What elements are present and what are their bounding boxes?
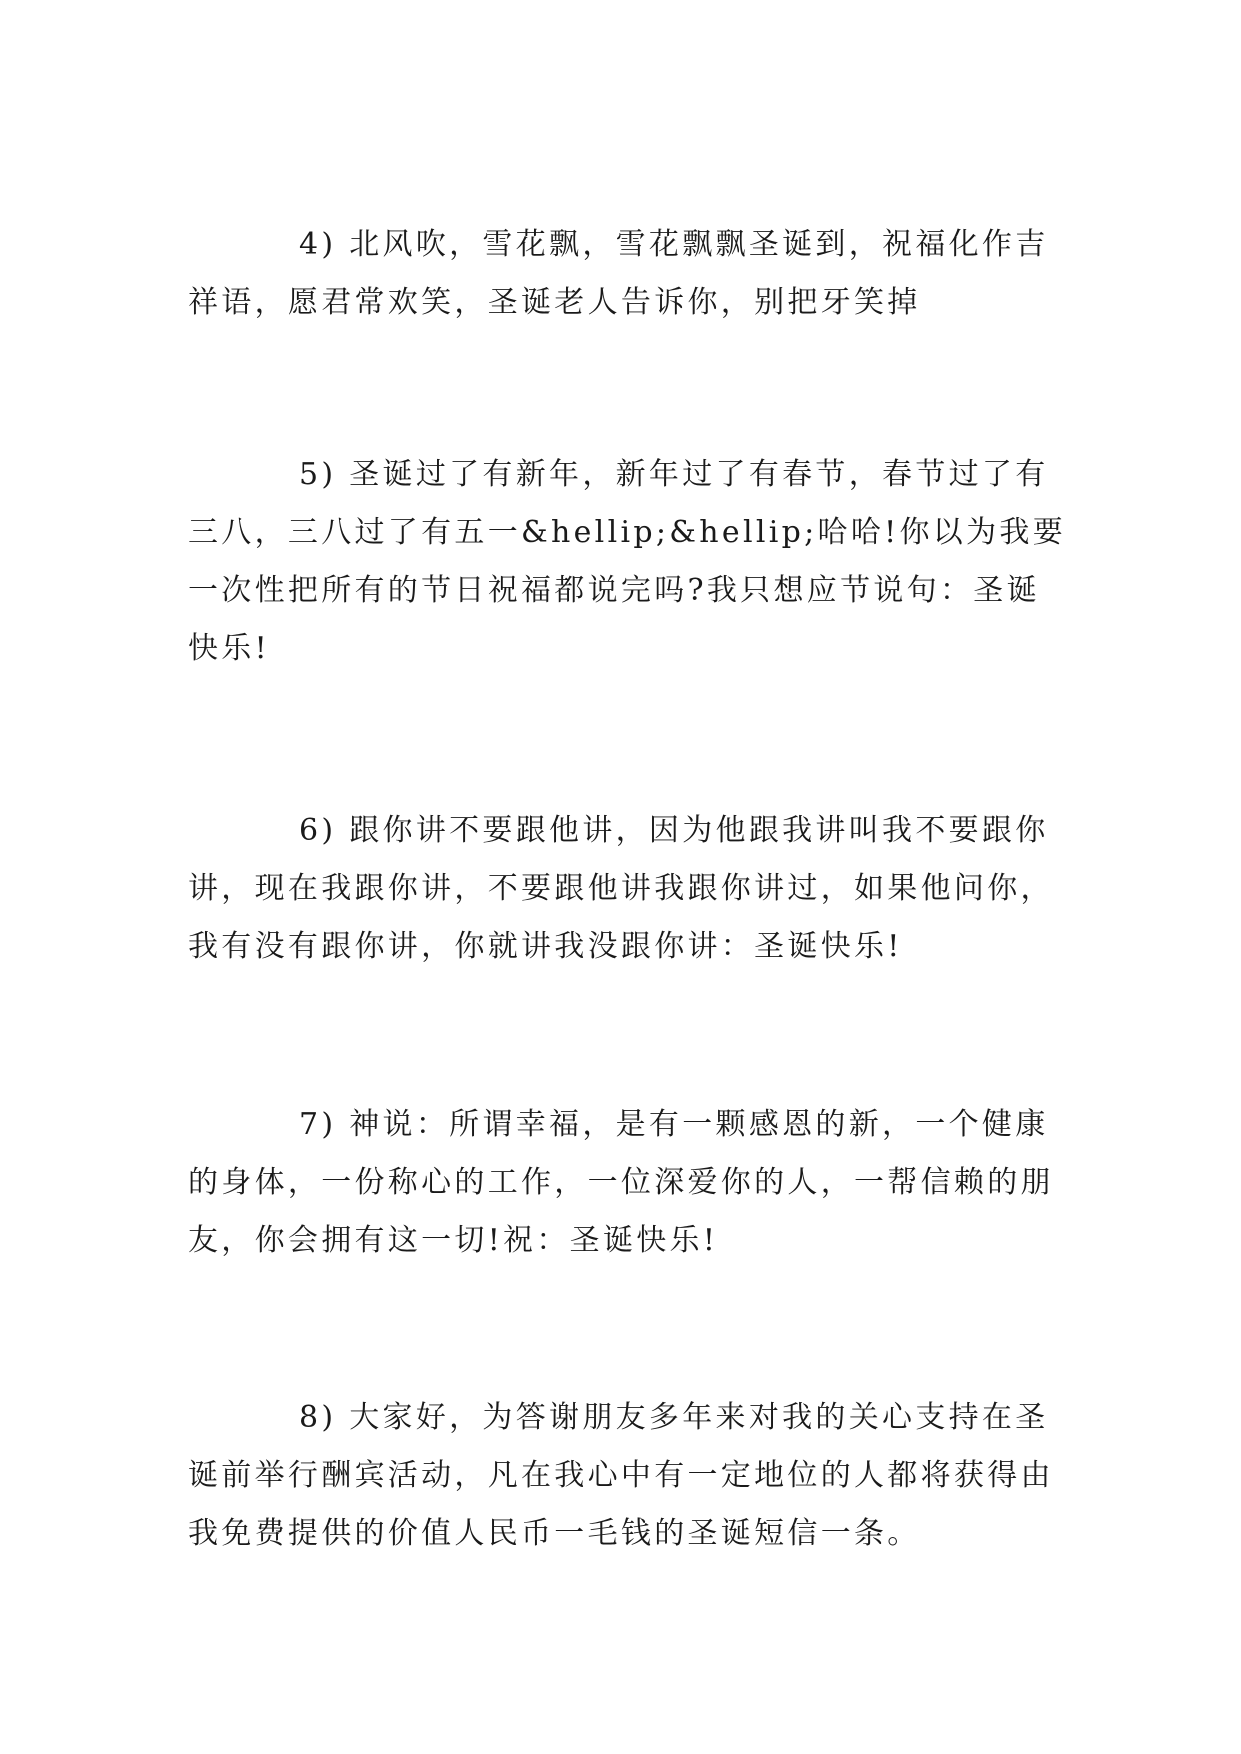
paragraph-7: 7) 神说：所谓幸福，是有一颗感恩的新，一个健康的身体，一份称心的工作，一位深爱你的人，一帮信赖的朋友，你会拥有这一切!祝：圣诞快乐! (188, 1107, 1054, 1258)
paragraph-6: 6) 跟你讲不要跟他讲，因为他跟我讲叫我不要跟你讲，现在我跟你讲，不要跟他讲我跟你讲过，如果他问你，我有没有跟你讲，你就讲我没跟你讲：圣诞快乐! (188, 813, 1054, 964)
paragraph-4: 4) 北风吹，雪花飘，雪花飘飘圣诞到，祝福化作吉祥语，愿君常欢笑，圣诞老人告诉你，别把牙笑掉 (188, 227, 1049, 320)
paragraph-5: 5) 圣诞过了有新年，新年过了有春节，春节过了有三八，三八过了有五一&hellip;&hellip;哈哈!你以为我要一次性把所有的节日祝福都说完吗?我只想应节说句：圣诞快乐! (188, 457, 1067, 666)
paragraph-8: 8) 大家好，为答谢朋友多年来对我的关心支持在圣诞前举行酬宾活动，凡在我心中有一定地位的人都将获得由我免费提供的价值人民币一毛钱的圣诞短信一条。 (188, 1400, 1054, 1551)
